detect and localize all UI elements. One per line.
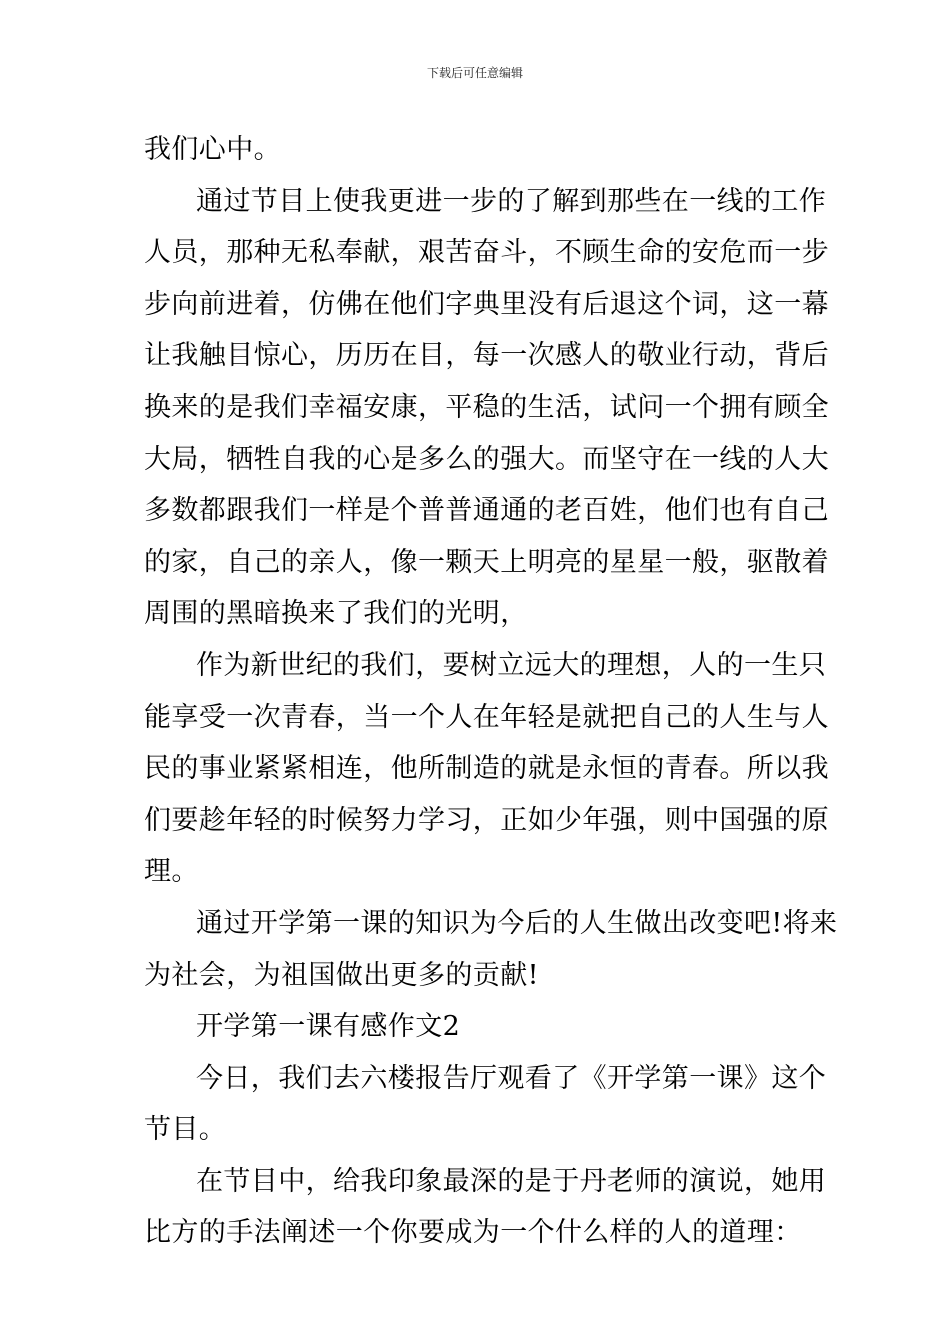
text-line: 的家，自己的亲人，像一颗天上明亮的星星一般，驱散着 [144, 546, 829, 578]
text-line: 比方的手法阐述一个你要成为一个什么样的人的道理： [144, 1217, 802, 1249]
paragraph-start-line: 作为新世纪的我们，要树立远大的理想，人的一生只 [196, 649, 827, 681]
text-line: 们要趁年轻的时候努力学习，正如少年强，则中国强的原 [144, 804, 829, 836]
text-line: 为社会，为祖国做出更多的贡献! [144, 959, 539, 991]
paragraph-start-line: 通过开学第一课的知识为今后的人生做出改变吧!将来 [196, 907, 838, 939]
text-line: 我们心中。 [144, 134, 281, 165]
paragraph-start-line: 在节目中，给我印象最深的是于丹老师的演说，她用 [196, 1165, 827, 1197]
paragraph-start-line: 今日，我们去六楼报告厅观看了《开学第一课》这个 [196, 1062, 827, 1094]
text-line: 理。 [144, 856, 199, 888]
document-body [144, 124, 838, 1259]
text-line: 换来的是我们幸福安康，平稳的生活，试问一个拥有顾全 [144, 391, 829, 423]
text-line: 让我触目惊心，历历在目，每一次感人的敬业行动，背后 [144, 340, 829, 372]
section-title: 开学第一课有感作文2 [196, 1011, 461, 1043]
page-header: 下载后可任意编辑 [426, 66, 523, 80]
text-line: 周围的黑暗换来了我们的光明， [144, 598, 528, 630]
paragraph-start-line: 通过节目上使我更进一步的了解到那些在一线的工作 [196, 185, 827, 217]
text-line: 步向前进着，仿佛在他们字典里没有后退这个词，这一幕 [144, 288, 829, 320]
text-line: 大局，牺牲自我的心是多么的强大。而坚守在一线的人大 [144, 443, 829, 475]
text-line: 人员，那种无私奉献，艰苦奋斗，不顾生命的安危而一步 [144, 237, 829, 269]
text-line: 节目。 [144, 1114, 227, 1146]
text-line: 民的事业紧紧相连，他所制造的就是永恒的青春。所以我 [144, 753, 829, 785]
text-line: 能享受一次青春，当一个人在年轻是就把自己的人生与人 [144, 701, 829, 733]
text-line: 多数都跟我们一样是个普普通通的老百姓，他们也有自己 [144, 495, 829, 527]
